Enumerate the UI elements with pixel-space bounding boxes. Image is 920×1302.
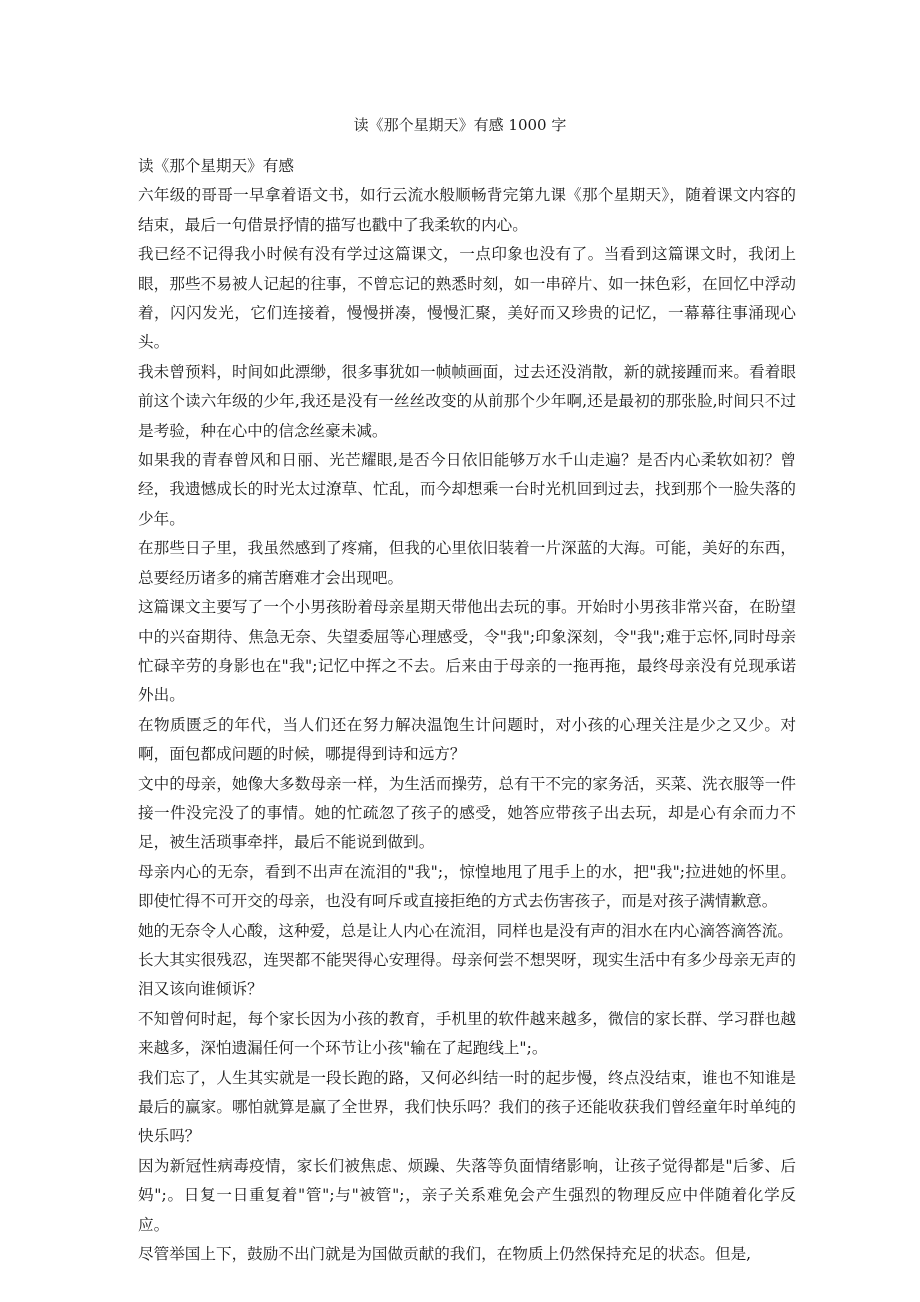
paragraph: 不知曾何时起，每个家长因为小孩的教育，手机里的软件越来越多，微信的家长群、学习群也越来越多，深怕遗漏任何一个环节让小孩"输在了起跑线上";。 [138, 1009, 796, 1058]
paragraph: 长大其实很残忍，连哭都不能哭得心安理得。母亲何尝不想哭呀，现实生活中有多少母亲无声的泪又该向谁倾诉？ [138, 950, 796, 999]
paragraph: 六年级的哥哥一早拿着语文书，如行云流水般顺畅背完第九课《那个星期天》，随着课文内容的结束，最后一句借景抒情的描写也戳中了我柔软的内心。 [138, 186, 796, 234]
paragraph: 我已经不记得我小时候有没有学过这篇课文，一点印象也没有了。当看到这篇课文时，我闭上眼，那些不易被人记起的往事，不曾忘记的熟悉时刻，如一串碎片、如一抹色彩，在回忆中浮动着，闪闪发光，它们连接着，慢慢拼凑，慢慢汇聚，美好而又珍贵的记忆，一幕幕往事涌现心头。 [138, 245, 796, 352]
paragraph: 因为新冠性病毒疫情，家长们被焦虑、烦躁、失落等负面情绪影响，让孩子觉得都是"后爹、后妈";。日复一日重复着"管";与"被管";，亲子关系难免会产生强烈的物理反应中伴随着化学反应。 [138, 1156, 796, 1234]
essay-heading: 读《那个星期天》有感 [138, 157, 294, 175]
document-title: 读《那个星期天》有感 1000 字 [353, 116, 567, 134]
paragraph: 尽管举国上下，鼓励不出门就是为国做贡献的我们，在物质上仍然保持充足的状态。但是, [138, 1245, 752, 1264]
paragraph: 在那些日子里，我虽然感到了疼痛，但我的心里依旧装着一片深蓝的大海。可能，美好的东西，总要经历诸多的痛苦磨难才会出现吧。 [138, 539, 796, 587]
paragraph: 文中的母亲，她像大多数母亲一样，为生活而操劳，总有干不完的家务活，买菜、洗衣服等一件接一件没完没了的事情。她的忙疏忽了孩子的感受，她答应带孩子出去玩，却是心有余而力不足，被生活琐事牵拌，最后不能说到做到。 [138, 774, 796, 852]
paragraph: 这篇课文主要写了一个小男孩盼着母亲星期天带他出去玩的事。开始时小男孩非常兴奋，在盼望中的兴奋期待、焦急无奈、失望委屈等心理感受，令"我";印象深刻，令"我";难于忘怀,同时母亲忙碌辛劳的身影也在"我";记忆中挥之不去。后来由于母亲的一拖再拖，最终母亲没有兑现承诺外出。 [138, 598, 796, 705]
paragraph: 在物质匮乏的年代，当人们还在努力解决温饱生计问题时，对小孩的心理关注是少之又少。对啊，面包都成问题的时候，哪提得到诗和远方？ [138, 715, 796, 764]
paragraph: 我们忘了，人生其实就是一段长跑的路，又何必纠结一时的起步慢，终点没结束，谁也不知谁是最后的赢家。哪怕就算是赢了全世界，我们快乐吗？我们的孩子还能收获我们曾经童年时单纯的快乐吗？ [138, 1068, 796, 1146]
paragraph: 我未曾预料，时间如此漂缈，很多事犹如一帧帧画面，过去还没消散，新的就接踵而来。看着眼前这个读六年级的少年,我还是没有一丝丝改变的从前那个少年啊,还是最初的那张脸,时间只不过是考验，种在心中的信念丝豪未减。 [138, 362, 796, 440]
paragraph: 如果我的青春曾风和日丽、光芒耀眼,是否今日依旧能够万水千山走遍？是否内心柔软如初？曾经，我遗憾成长的时光太过潦草、忙乱，而今却想乘一台时光机回到过去，找到那个一脸失落的少年。 [138, 451, 796, 528]
document-body [138, 152, 796, 1269]
paragraph: 她的无奈令人心酸，这种爱，总是让人内心在流泪，同样也是没有声的泪水在内心滴答滴答流。 [138, 921, 793, 940]
paragraph: 母亲内心的无奈，看到不出声在流泪的"我";，惊惶地甩了甩手上的水，把"我";拉进她的怀里。即使忙得不可开交的母亲，也没有呵斥或直接拒绝的方式去伤害孩子，而是对孩子满情歉意。 [138, 862, 796, 911]
